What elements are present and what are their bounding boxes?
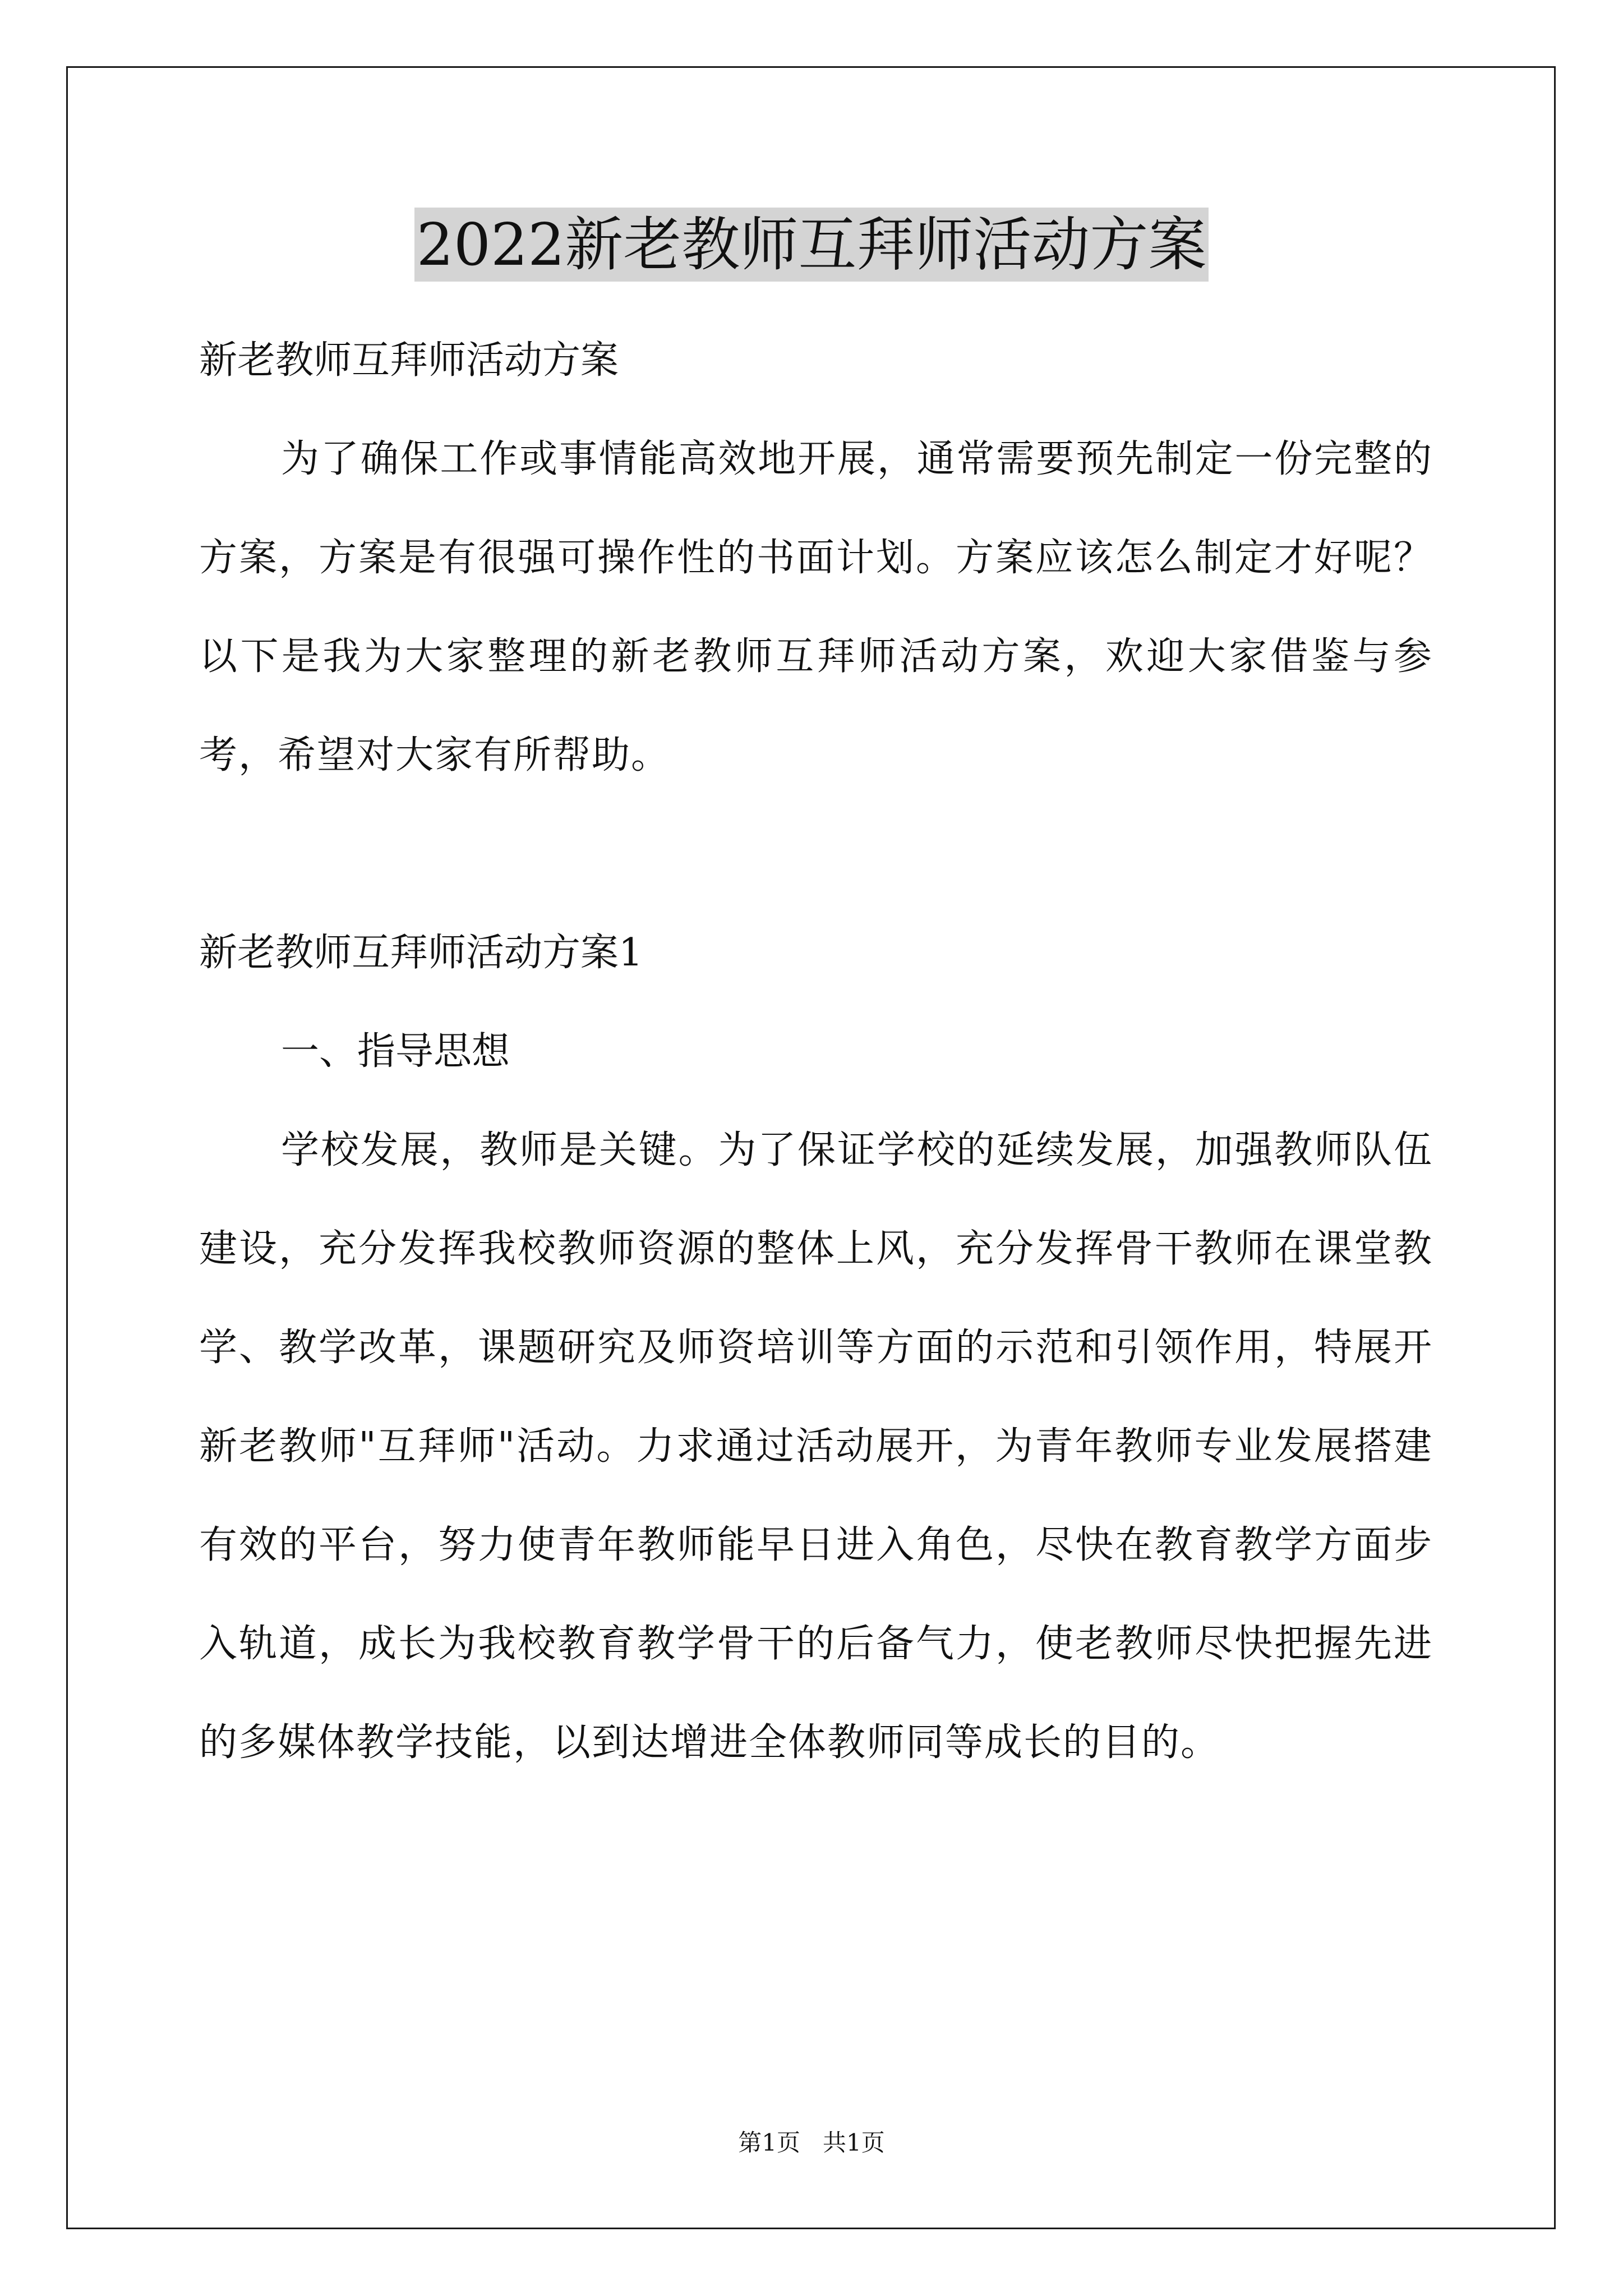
document-subtitle: 新老教师互拜师活动方案: [199, 338, 619, 383]
intro-paragraph: 为了确保工作或事情能高效地开展，通常需要预先制定一份完整的方案，方案是有很强可操作性的书面计划。方案应该怎么制定才好呢？以下是我为大家整理的新老教师互拜师活动方案，欢迎大家借鉴与参考，希望对大家有所帮助。: [199, 437, 1433, 777]
document-body: [199, 311, 1433, 1792]
page-footer: 第1页 共1页: [738, 2129, 885, 2156]
title-container: [0, 208, 1623, 282]
section-title: 新老教师互拜师活动方案1: [199, 931, 643, 975]
document-title: 2022新老教师互拜师活动方案: [414, 208, 1209, 282]
body-paragraph: 学校发展，教师是关键。为了保证学校的延续发展，加强教师队伍建设，充分发挥我校教师资源的整体上风，充分发挥骨干教师在课堂教学、教学改革，课题研究及师资培训等方面的示范和引领作用，特展开新老教师"互拜师"活动。力求通过活动展开，为青年教师专业发展搭建有效的平台，努力使青年教师能早日进入角色，尽快在教育教学方面步入轨道，成长为我校教育教学骨干的后备气力，使老教师尽快把握先进的多媒体教学技能，以到达增进全体教师同等成长的目的。: [199, 1128, 1433, 1765]
section-heading: 一、指导思想: [281, 1029, 510, 1074]
